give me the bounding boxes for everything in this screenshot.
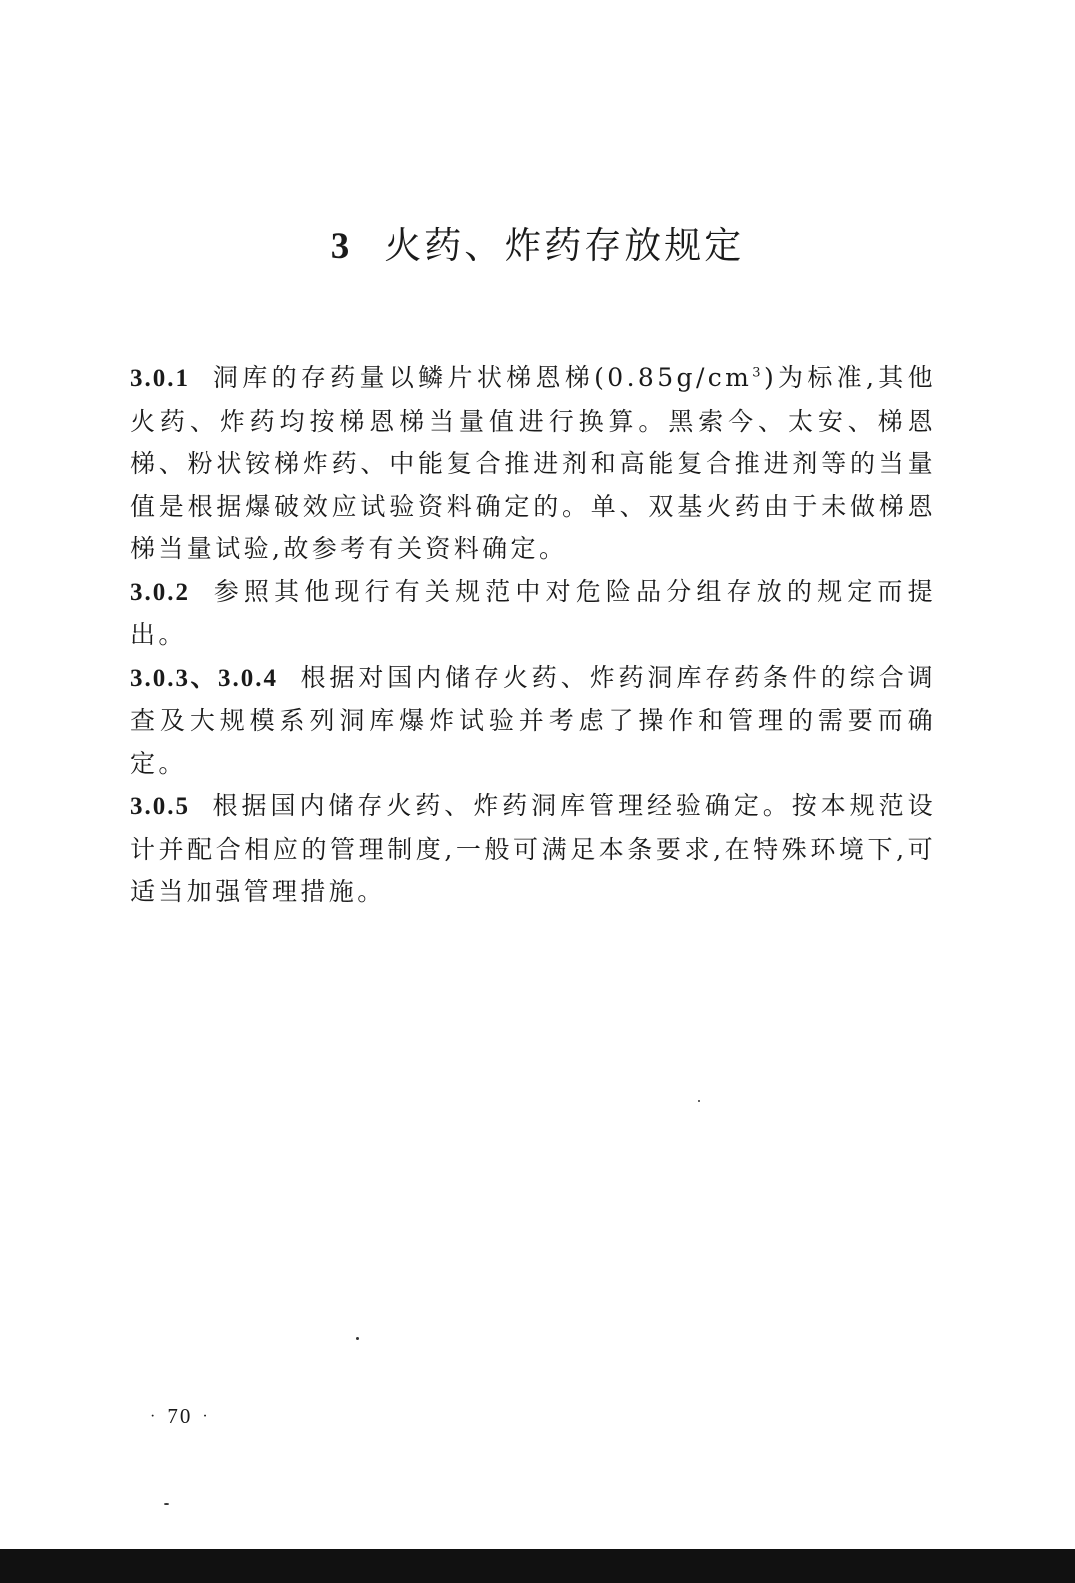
clause-number: 3.0.2 [130,578,190,606]
chapter-number: 3 [330,226,353,267]
clause-number: 3.0.5 [130,793,190,820]
chapter-body [130,357,936,914]
clause-3-0-5 [130,785,936,914]
superscript: 3 [752,365,764,381]
page-number-value: 70 [167,1404,193,1428]
chapter-title-text: 火药、炸药存放规定 [384,224,745,267]
clause-3-0-1 [130,357,936,571]
chapter-heading [0,220,1075,273]
clause-text: 根据对国内储存火药、炸药洞库存药条件的综合调查及大规模系列洞库爆炸试验并考虑了操作和管理的需要而确定。 [130,662,936,778]
scan-bottom-edge [0,1549,1075,1583]
clause-text: 参照其他现行有关规范中对危险品分组存放的规定而提出。 [130,576,936,649]
clause-3-0-2 [130,571,936,657]
clause-text: 洞库的存药量以鳞片状梯恩梯(0.85g/cm [212,363,753,392]
page-number-dot-right: · [202,1408,210,1425]
clause-number: 3.0.1 [130,365,190,392]
scan-speck [164,1503,169,1505]
page-number [140,1404,220,1429]
clause-number: 3.0.3、3.0.4 [130,664,279,692]
scan-speck [356,1337,359,1340]
clause-3-0-3-3-0-4 [130,657,936,786]
scan-speck [698,1100,700,1102]
clause-text-continued: )为标准,其他火药、炸药均按梯恩梯当量值进行换算。黑索今、太安、梯恩梯、粉状铵梯炸药、中能复合推进剂和高能复合推进剂等的当量值是根据爆破效应试验资料确定的。单、双基火药由于未做梯恩梯当量试验,故参考有关资料确定。 [130,363,936,563]
page-number-dot-left: · [150,1408,158,1425]
clause-text: 根据国内储存火药、炸药洞库管理经验确定。按本规范设计并配合相应的管理制度,一般可满足本条要求,在特殊环境下,可适当加强管理措施。 [130,791,936,906]
